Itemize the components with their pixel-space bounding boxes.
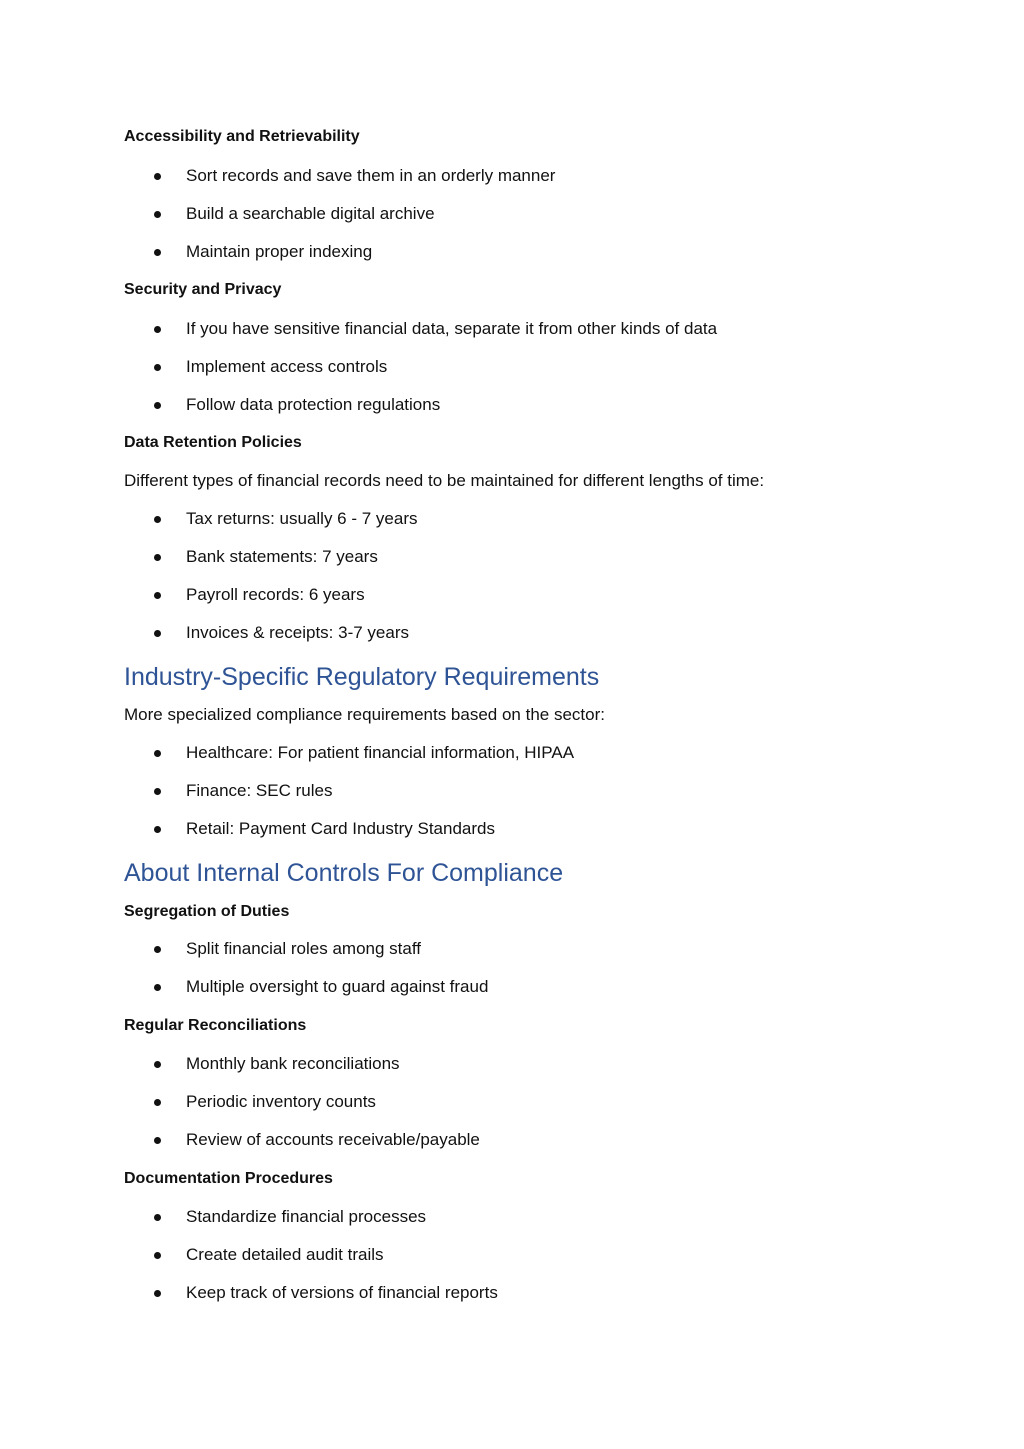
list-item: If you have sensitive financial data, separate it from other kinds of data — [186, 319, 718, 338]
section-heading-retention: Data Retention Policies — [124, 434, 302, 451]
list-item: Build a searchable digital archive — [186, 204, 435, 223]
list-item: Monthly bank reconciliations — [186, 1054, 400, 1073]
bullet-dot — [154, 788, 161, 795]
list-item: Finance: SEC rules — [186, 781, 333, 800]
heading-internal-controls: About Internal Controls For Compliance — [124, 859, 564, 887]
bullet-dot — [154, 326, 161, 333]
list-item: Keep track of versions of financial reports — [186, 1283, 498, 1302]
bullet-dot — [154, 1061, 161, 1068]
list-item: Review of accounts receivable/payable — [186, 1130, 480, 1149]
list-item: Healthcare: For patient financial information, HIPAA — [186, 743, 575, 762]
list-item: Standardize financial processes — [186, 1207, 427, 1226]
bullet-dot — [154, 1214, 161, 1221]
section-heading-documentation: Documentation Procedures — [124, 1170, 333, 1187]
bullet-dot — [154, 1290, 161, 1297]
bullet-dot — [154, 249, 161, 256]
list-item: Implement access controls — [186, 357, 388, 376]
list-item: Retail: Payment Card Industry Standards — [186, 819, 495, 838]
bullet-dot — [154, 402, 161, 409]
bullet-dot — [154, 750, 161, 757]
list-item: Multiple oversight to guard against fraud — [186, 977, 489, 996]
section-heading-reconciliations: Regular Reconciliations — [124, 1017, 307, 1034]
bullet-dot — [154, 1252, 161, 1259]
list-item: Split financial roles among staff — [186, 939, 421, 958]
bullet-dot — [154, 554, 161, 561]
bullet-dot — [154, 1137, 161, 1144]
section-heading-security: Security and Privacy — [124, 281, 282, 298]
bullet-dot — [154, 630, 161, 637]
list-item: Sort records and save them in an orderly manner — [186, 166, 556, 185]
section-intro-retention: Different types of financial records need to be maintained for different lengths of time: — [124, 471, 765, 490]
list-item: Periodic inventory counts — [186, 1092, 376, 1111]
bullet-dot — [154, 516, 161, 523]
section-heading-accessibility: Accessibility and Retrievability — [124, 128, 360, 145]
bullet-dot — [154, 364, 161, 371]
heading-industry-requirements: Industry-Specific Regulatory Requirements — [124, 663, 600, 691]
list-item: Tax returns: usually 6 - 7 years — [186, 509, 418, 528]
list-item: Maintain proper indexing — [186, 242, 373, 261]
list-item: Invoices & receipts: 3-7 years — [186, 623, 409, 642]
section-heading-segregation: Segregation of Duties — [124, 903, 290, 920]
list-item: Follow data protection regulations — [186, 395, 441, 414]
bullet-dot — [154, 984, 161, 991]
bullet-dot — [154, 592, 161, 599]
bullet-dot — [154, 1099, 161, 1106]
bullet-dot — [154, 826, 161, 833]
list-item: Create detailed audit trails — [186, 1245, 384, 1264]
bullet-dot — [154, 946, 161, 953]
section-intro-industry: More specialized compliance requirements based on the sector: — [124, 705, 605, 724]
list-item: Bank statements: 7 years — [186, 547, 378, 566]
list-item: Payroll records: 6 years — [186, 585, 365, 604]
bullet-dot — [154, 173, 161, 180]
bullet-dot — [154, 211, 161, 218]
